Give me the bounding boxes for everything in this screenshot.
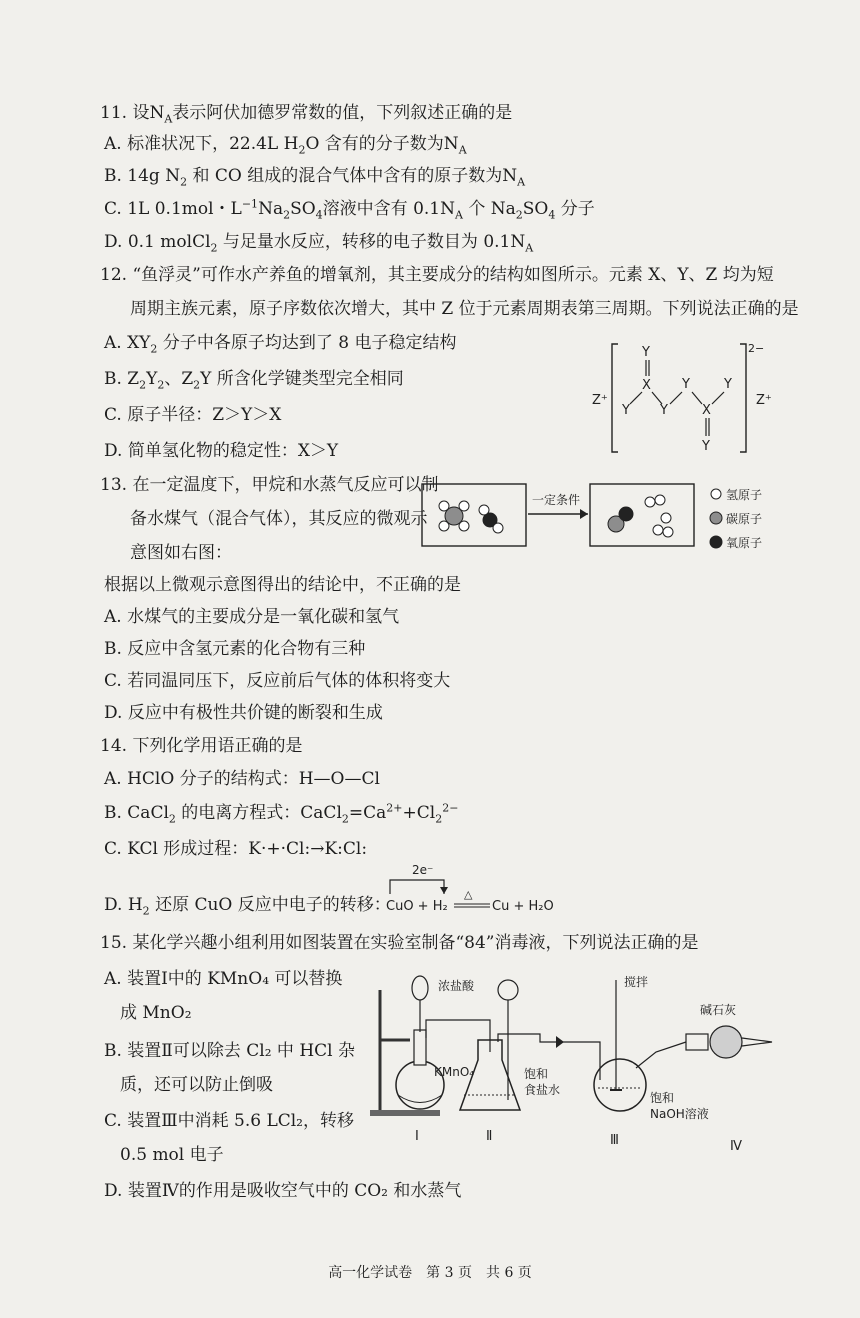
svg-text:Y: Y <box>660 403 668 418</box>
q12-z-left: Z⁺ <box>592 393 608 408</box>
q11-option-d: D. 0.1 molCl$_2$ 与足量水反应，转移的电子数目为 $0.1N_A$ <box>104 232 534 255</box>
q12-option-d: D. 简单氢化物的稳定性：X＞Y <box>104 441 339 461</box>
svg-text:Cu + H₂O: Cu + H₂O <box>492 899 554 914</box>
q13-stem-line3: 意图如右图： <box>130 543 232 563</box>
q13-option-b: B. 反应中含氢元素的化合物有三种 <box>104 639 366 659</box>
q15-label-II: Ⅱ <box>486 1129 493 1144</box>
q12-charge: 2− <box>748 342 765 355</box>
q15-label-III: Ⅲ <box>610 1133 619 1148</box>
q11-option-c: C. 1L 0.1mol・$L^{-1}Na_2SO_4$溶液中含有 $0.1N_A$ 个 $Na_2SO_4$ 分子 <box>104 197 595 222</box>
page-footer: 高一化学试卷 第 3 页 共 6 页 <box>328 1265 532 1281</box>
q13-arrow-label: 一定条件 <box>532 493 581 507</box>
q15-label-I: Ⅰ <box>415 1129 419 1144</box>
q13-option-d: D. 反应中有极性共价键的断裂和生成 <box>104 703 383 723</box>
svg-text:X: X <box>642 378 651 393</box>
q15-label-IV: Ⅳ <box>730 1139 742 1154</box>
q11-option-b: B. 14g $N_2$ 和 CO 组成的混合气体中含有的原子数为$N_A$ <box>104 166 526 189</box>
q15-label-lime: 碱石灰 <box>700 1003 737 1017</box>
q14-stem: 14. 下列化学用语正确的是 <box>100 736 303 756</box>
q15-option-d: D. 装置Ⅳ的作用是吸收空气中的 CO₂ 和水蒸气 <box>104 1181 462 1201</box>
q11-stem: 11. 设$N_A$表示阿伏加德罗常数的值，下列叙述正确的是 <box>100 103 513 126</box>
q15-label-kmno4: KMnO₄ <box>434 1065 475 1079</box>
q14-option-a: A. HClO 分子的结构式：H—O—Cl <box>104 769 380 789</box>
q12-structure-diagram <box>590 340 780 460</box>
svg-text:△: △ <box>464 888 473 901</box>
q15-label-naoh2: NaOH溶液 <box>650 1107 709 1121</box>
q15-option-a-line1: A. 装置Ⅰ中的 KMnO₄ 可以替换 <box>104 969 343 989</box>
q15-option-b-line2: 质，还可以防止倒吸 <box>120 1075 273 1095</box>
svg-text:Y: Y <box>642 345 650 360</box>
q12-z-right: Z⁺ <box>756 393 772 408</box>
q13-option-c: C. 若同温同压下，反应前后气体的体积将变大 <box>104 671 451 691</box>
q12-option-c: C. 原子半径：Z＞Y＞X <box>104 405 282 425</box>
svg-text:CuO + H₂: CuO + H₂ <box>386 899 448 914</box>
q15-stem: 15. 某化学兴趣小组利用如图装置在实验室制备“84”消毒液，下列说法正确的是 <box>100 933 699 953</box>
q14-option-d: D. $H_2$ 还原 CuO 反应中电子的转移： <box>104 895 391 918</box>
svg-text:2e⁻: 2e⁻ <box>412 863 434 877</box>
q15-option-c-line1: C. 装置Ⅲ中消耗 5.6 LCl₂，转移 <box>104 1111 354 1131</box>
q12-stem-line2: 周期主族元素，原子序数依次增大，其中 Z 位于元素周期表第三周期。下列说法正确的是 <box>130 299 799 319</box>
q13-micro-diagram <box>420 478 790 558</box>
q12-option-b: B. $Z_2Y_2$、$Z_2Y$ 所含化学键类型完全相同 <box>104 369 404 392</box>
q15-label-naoh1: 饱和 <box>650 1091 675 1105</box>
q15-option-b-line1: B. 装置Ⅱ可以除去 Cl₂ 中 HCl 杂 <box>104 1041 355 1061</box>
q15-label-acid: 浓盐酸 <box>438 979 475 993</box>
q15-option-a-line2: 成 MnO₂ <box>120 1003 192 1023</box>
q15-label-brine2: 食盐水 <box>524 1083 561 1097</box>
q12-option-a: A. $XY_2$ 分子中各原子均达到了 8 电子稳定结构 <box>104 333 457 356</box>
q15-label-stir: 搅拌 <box>624 975 649 989</box>
q14-option-c: C. KCl 形成过程：K·+·Cl:→K:Cl: <box>104 839 368 859</box>
q11-option-a: A. 标准状况下，22.4L $H_2O$ 含有的分子数为$N_A$ <box>104 134 467 157</box>
q14-option-b: B. CaCl$_2$ 的电离方程式：$CaCl_2=Ca^{2+}+Cl_2^{2-}$ <box>104 801 459 826</box>
q13-legend-o: 氧原子 <box>726 536 763 550</box>
svg-text:Y: Y <box>724 377 732 392</box>
q13-stem-line2: 备水煤气（混合气体），其反应的微观示 <box>130 509 428 529</box>
svg-text:Y: Y <box>622 403 630 418</box>
q15-option-c-line2: 0.5 mol 电子 <box>120 1145 224 1165</box>
svg-text:X: X <box>702 403 711 418</box>
q15-apparatus-diagram <box>360 960 780 1160</box>
svg-text:Y: Y <box>702 439 710 454</box>
q13-stem-line4: 根据以上微观示意图得出的结论中，不正确的是 <box>104 575 461 595</box>
q13-stem-line1: 13. 在一定温度下，甲烷和水蒸气反应可以制 <box>100 475 439 495</box>
q14-electron-transfer <box>382 862 562 920</box>
q13-option-a: A. 水煤气的主要成分是一氧化碳和氢气 <box>104 607 400 627</box>
q15-label-brine1: 饱和 <box>524 1067 549 1081</box>
q13-legend-c: 碳原子 <box>726 512 763 526</box>
svg-text:Y: Y <box>682 377 690 392</box>
q12-stem-line1: 12. “鱼浮灵”可作水产养鱼的增氧剂，其主要成分的结构如图所示。元素 X、Y、Z 均为短 <box>100 265 774 285</box>
q13-legend-h: 氢原子 <box>726 488 763 502</box>
